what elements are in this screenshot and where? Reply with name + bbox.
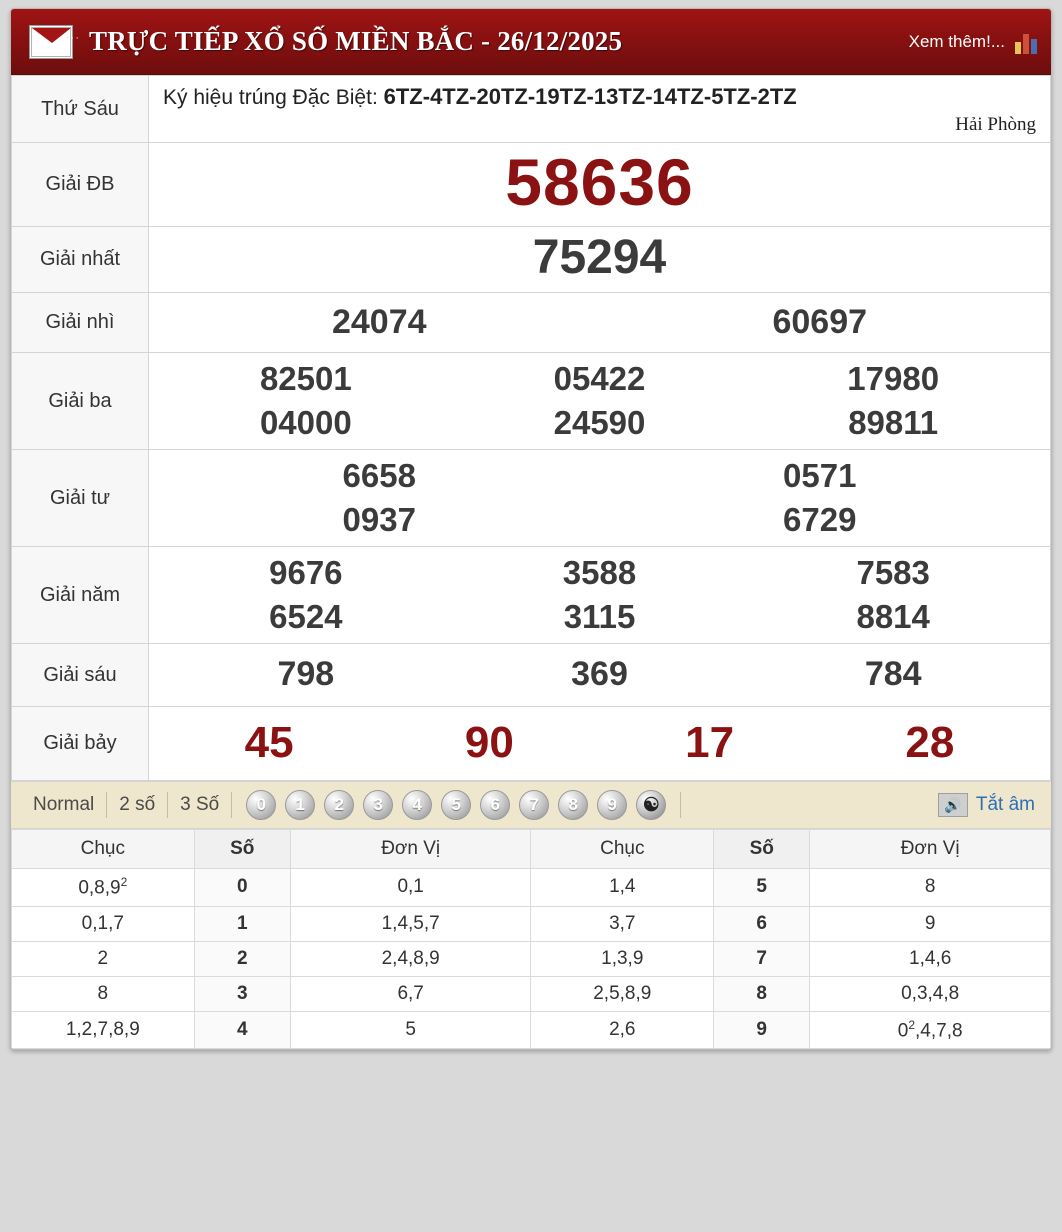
digit-ball-2[interactable]: 2 xyxy=(324,790,354,820)
province-label: Hải Phòng xyxy=(955,114,1036,135)
stats-cell-so-left: 3 xyxy=(194,976,290,1011)
stats-header-donvi-left: Đơn Vị xyxy=(290,830,531,869)
mail-decoration: ··· xyxy=(66,31,80,44)
stats-cell-chuc-right: 1,4 xyxy=(531,869,714,906)
prize-label-g3: Giải ba xyxy=(12,353,149,450)
stats-header-so-right: Số xyxy=(714,830,810,869)
bar-chart-icon[interactable] xyxy=(1015,30,1037,54)
stats-cell-so-left: 0 xyxy=(194,869,290,906)
table-row-g7 xyxy=(12,707,1051,781)
table-row-g5 xyxy=(12,547,1051,644)
special-code-line xyxy=(163,84,1036,110)
stats-header-donvi-right: Đơn Vị xyxy=(810,830,1051,869)
g4-number: 0571 xyxy=(783,457,857,495)
mode-2-digit-button[interactable]: 2 số xyxy=(119,794,156,816)
stats-cell-so-right: 5 xyxy=(714,869,810,906)
stats-cell-so-left: 2 xyxy=(194,941,290,976)
stats-cell-chuc-left: 2 xyxy=(12,941,195,976)
table-row xyxy=(12,869,1051,906)
digit-ball-7[interactable]: 7 xyxy=(519,790,549,820)
stats-header-chuc-right: Chục xyxy=(531,830,714,869)
prize-label-g5: Giải năm xyxy=(12,547,149,644)
table-row-g1 xyxy=(12,227,1051,293)
prize-label-g2: Giải nhì xyxy=(12,293,149,353)
g5-number: 8814 xyxy=(856,598,930,636)
prize-label-db: Giải ĐB xyxy=(12,143,149,227)
g5-number: 7583 xyxy=(856,554,930,592)
page-title: TRỰC TIẾP XỔ SỐ MIỀN BẮC - 26/12/2025 xyxy=(89,26,623,56)
g3-row xyxy=(159,401,1040,445)
stats-cell-chuc-right: 2,5,8,9 xyxy=(531,976,714,1011)
g4-number: 0937 xyxy=(342,501,416,539)
g6-row xyxy=(159,648,1040,702)
digit-ball-0[interactable]: 0 xyxy=(246,790,276,820)
special-code-value: 6TZ-4TZ-20TZ-19TZ-13TZ-14TZ-5TZ-2TZ xyxy=(383,84,797,109)
g2-row xyxy=(159,297,1040,348)
prize-label-g7: Giải bảy xyxy=(12,707,149,781)
g7-row xyxy=(159,711,1040,776)
g7-number: 90 xyxy=(464,718,514,768)
stats-cell-chuc-left: 0,1,7 xyxy=(12,906,195,941)
prize-label-g6: Giải sáu xyxy=(12,644,149,707)
g4-number: 6658 xyxy=(342,457,416,495)
g5-number: 3115 xyxy=(563,598,636,636)
stats-cell-chuc-left: 1,2,7,8,9 xyxy=(12,1011,195,1048)
g5-number: 3588 xyxy=(562,554,637,592)
stats-cell-chuc-right: 3,7 xyxy=(531,906,714,941)
g6-number: 798 xyxy=(277,655,335,694)
mute-button[interactable]: Tắt âm xyxy=(975,794,1035,816)
stats-cell-donvi-right: 9 xyxy=(810,906,1051,941)
speaker-icon[interactable]: 🔊 xyxy=(938,793,968,817)
table-row-g3 xyxy=(12,353,1051,450)
g3-number: 24590 xyxy=(553,404,646,442)
prize-values-g7 xyxy=(149,707,1051,781)
special-code-label: Ký hiệu trúng Đặc Biệt: xyxy=(163,86,378,109)
stats-cell-donvi-left: 6,7 xyxy=(290,976,531,1011)
stats-cell-chuc-left: 0,8,9$^2$ xyxy=(12,869,195,906)
table-row-kyhieu xyxy=(12,76,1051,143)
mode-normal-button[interactable]: Normal xyxy=(33,794,95,816)
table-row-g4 xyxy=(12,450,1051,547)
stats-header-chuc-left: Chục xyxy=(12,830,195,869)
prize-values-db xyxy=(149,143,1051,227)
prize-values-g4 xyxy=(149,450,1051,547)
prize-values-g1 xyxy=(149,227,1051,293)
g3-number: 82501 xyxy=(259,360,352,398)
g2-number: 60697 xyxy=(772,303,868,342)
g3-number: 04000 xyxy=(259,404,352,442)
g3-number: 89811 xyxy=(848,404,939,442)
stats-cell-donvi-left: 5 xyxy=(290,1011,531,1048)
g4-number: 6729 xyxy=(783,501,857,539)
stats-cell-chuc-left: 8 xyxy=(12,976,195,1011)
mail-icon xyxy=(29,25,80,59)
prize-label-g4: Giải tư xyxy=(12,450,149,547)
header-actions xyxy=(909,30,1037,54)
stats-cell-donvi-left: 0,1 xyxy=(290,869,531,906)
g3-number: 17980 xyxy=(847,360,940,398)
yin-yang-icon[interactable]: ☯ xyxy=(636,790,666,820)
digit-ball-1[interactable]: 1 xyxy=(285,790,315,820)
special-code-cell xyxy=(149,76,1051,143)
prize-label-g1: Giải nhất xyxy=(12,227,149,293)
stats-cell-so-right: 8 xyxy=(714,976,810,1011)
stats-cell-so-left: 1 xyxy=(194,906,290,941)
digit-ball-3[interactable]: 3 xyxy=(363,790,393,820)
g4-row xyxy=(159,498,1040,542)
g5-row xyxy=(159,595,1040,639)
g5-row xyxy=(159,551,1040,595)
g7-number: 17 xyxy=(685,718,735,768)
stats-cell-chuc-right: 2,6 xyxy=(531,1011,714,1048)
stats-header-so-left: Số xyxy=(194,830,290,869)
digit-ball-9[interactable]: 9 xyxy=(597,790,627,820)
table-row-db xyxy=(12,143,1051,227)
weekday-label: Thứ Sáu xyxy=(12,76,149,143)
prize-values-g6 xyxy=(149,644,1051,707)
g7-number: 28 xyxy=(905,718,955,768)
stats-cell-donvi-right: 1,4,6 xyxy=(810,941,1051,976)
stats-cell-donvi-right: 0,3,4,8 xyxy=(810,976,1051,1011)
divider xyxy=(680,792,681,818)
g4-row xyxy=(159,454,1040,498)
table-row xyxy=(12,976,1051,1011)
stats-cell-so-right: 7 xyxy=(714,941,810,976)
stats-cell-donvi-right: 8 xyxy=(810,869,1051,906)
stats-header-row xyxy=(12,830,1051,869)
prize-values-g2 xyxy=(149,293,1051,353)
lottery-result-card xyxy=(10,8,1052,1050)
g6-number: 369 xyxy=(571,655,628,694)
prize-values-g5 xyxy=(149,547,1051,644)
table-row-g2 xyxy=(12,293,1051,353)
stats-cell-so-right: 9 xyxy=(714,1011,810,1048)
stats-cell-chuc-right: 1,3,9 xyxy=(531,941,714,976)
digit-ball-4[interactable]: 4 xyxy=(402,790,432,820)
see-more-link[interactable]: Xem thêm!... xyxy=(908,31,1005,51)
g3-number: 05422 xyxy=(553,360,646,398)
digit-stats-table xyxy=(11,829,1051,1049)
g2-number: 24074 xyxy=(331,303,427,342)
stats-cell-donvi-right: $0^2,4,7,8$ xyxy=(810,1011,1051,1048)
header-bar xyxy=(11,9,1051,75)
stats-cell-donvi-left: 1,4,5,7 xyxy=(290,906,531,941)
digit-ball-6[interactable]: 6 xyxy=(480,790,510,820)
filter-toolbar xyxy=(11,781,1051,829)
mode-3-digit-button[interactable]: 3 Số xyxy=(180,794,220,816)
table-row xyxy=(12,1011,1051,1048)
table-row xyxy=(12,941,1051,976)
stats-cell-so-left: 4 xyxy=(194,1011,290,1048)
sound-controls xyxy=(938,793,1041,817)
prize-values-g3 xyxy=(149,353,1051,450)
g5-number: 6524 xyxy=(269,598,343,636)
stats-cell-so-right: 6 xyxy=(714,906,810,941)
table-row xyxy=(12,906,1051,941)
table-row-g6 xyxy=(12,644,1051,707)
g6-number: 784 xyxy=(864,655,922,694)
g5-number: 9676 xyxy=(269,554,343,592)
results-table xyxy=(11,75,1051,781)
g1-number: 75294 xyxy=(532,231,667,285)
g7-number: 45 xyxy=(244,718,294,768)
g3-row xyxy=(159,357,1040,401)
digit-filter-group xyxy=(232,790,666,820)
stats-cell-donvi-left: 2,4,8,9 xyxy=(290,941,531,976)
digit-ball-8[interactable]: 8 xyxy=(558,790,588,820)
db-number: 58636 xyxy=(505,145,694,219)
digit-ball-5[interactable]: 5 xyxy=(441,790,471,820)
